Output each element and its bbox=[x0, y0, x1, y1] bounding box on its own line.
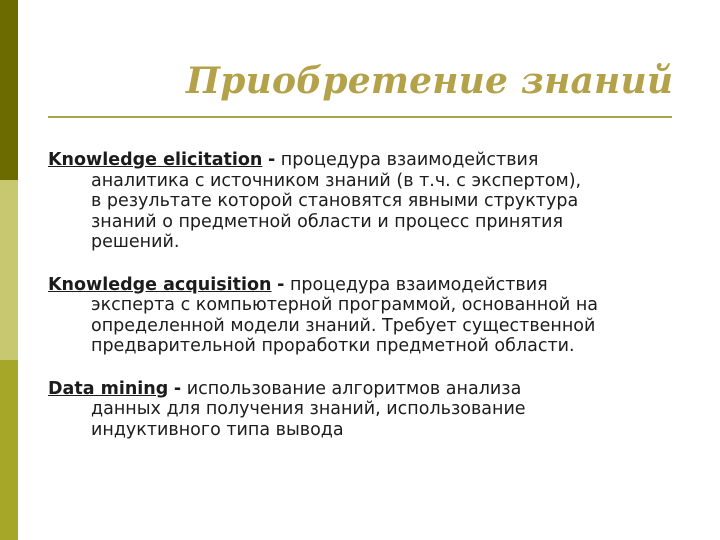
definition-dash: - bbox=[173, 378, 182, 399]
definition-term: Knowledge elicitation bbox=[48, 150, 263, 170]
definition-line: предварительной проработки предметной области. bbox=[91, 336, 575, 356]
definition-first-line bbox=[48, 275, 688, 296]
definition-dash: - bbox=[277, 274, 285, 295]
definition-knowledge-elicitation bbox=[48, 150, 688, 253]
definition-text: использование алгоритмов анализа bbox=[186, 378, 522, 399]
side-bar-segment-middle bbox=[0, 180, 18, 360]
definition-line: в результате которой становятся явными структура bbox=[91, 191, 579, 211]
definition-text: процедура взаимодействия bbox=[280, 150, 539, 170]
definition-line: индуктивного типа вывода bbox=[91, 419, 344, 440]
definition-knowledge-acquisition bbox=[48, 275, 688, 357]
side-bar-segment-top bbox=[0, 0, 18, 180]
definition-line: эксперта с компьютерной программой, основанной на bbox=[91, 295, 598, 315]
title-underline-rule bbox=[48, 116, 672, 118]
definition-first-line bbox=[48, 379, 688, 400]
definition-line: определенной модели знаний. Требует существенной bbox=[91, 315, 596, 336]
definition-dash: - bbox=[267, 150, 276, 170]
side-bar-segment-bottom bbox=[0, 360, 18, 540]
definition-text: процедура взаимодействия bbox=[289, 274, 548, 295]
definition-term: Knowledge acquisition bbox=[48, 274, 272, 295]
definition-line: знаний о предметной области и процесс принятия bbox=[91, 211, 563, 232]
definition-line: данных для получения знаний, использование bbox=[91, 399, 526, 419]
definition-line: аналитика с источником знаний (в т.ч. с экспертом), bbox=[91, 170, 582, 191]
definition-first-line bbox=[48, 150, 688, 171]
definition-data-mining bbox=[48, 379, 688, 441]
definition-term: Data mining bbox=[48, 378, 169, 399]
definition-line: решений. bbox=[91, 232, 180, 252]
slide-title: Приобретение знаний bbox=[186, 60, 674, 102]
slide-side-bar bbox=[0, 0, 18, 540]
slide-body bbox=[48, 150, 688, 440]
